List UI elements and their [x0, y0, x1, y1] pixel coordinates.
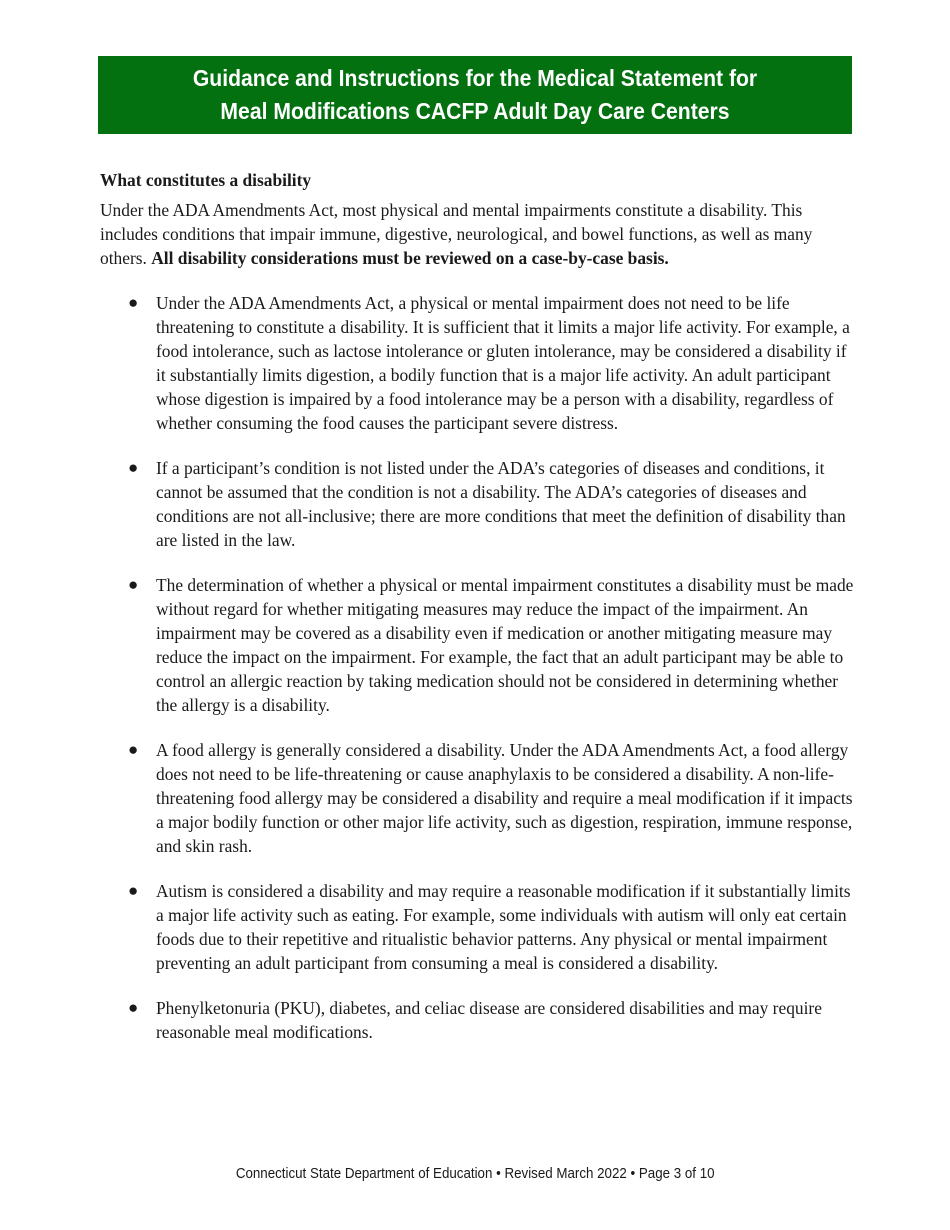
bullet-icon: ●	[128, 998, 139, 1017]
intro-paragraph	[100, 198, 855, 270]
section-heading: What constitutes a disability	[100, 170, 312, 190]
intro-text: Under the ADA Amendments Act, most physical and mental impairments constitute a disability. This includes conditions that impair immune, digestive, neurological, and bowel functions, as well as many others.	[100, 200, 813, 268]
footer-text: Connecticut State Department of Education • Revised March 2022 • Page 3 of 10	[235, 1166, 715, 1182]
list-item-text: A food allergy is generally considered a disability. Under the ADA Amendments Act, a food allergy does not need to be life-threatening or cause anaphylaxis to be considered a disability. A non-life-threatening food allergy may be considered a disability and require a meal modification if it impacts a major bodily function or other major life activity, such as digestion, respiration, immune response, and skin rash.	[156, 740, 853, 856]
list-item-text: If a participant’s condition is not listed under the ADA’s categories of diseases and conditions, it cannot be assumed that the condition is not a disability. The ADA’s categories of diseases and conditions are not all-inclusive; there are more conditions that meet the definition of disability than are listed in the law.	[156, 458, 846, 550]
disability-bullet-list	[100, 291, 855, 1044]
main-content	[100, 168, 855, 1065]
title-line-1: Guidance and Instructions for the Medical Statement for	[192, 65, 758, 91]
list-item-text: The determination of whether a physical or mental impairment constitutes a disability must be made without regard for whether mitigating measures may reduce the impact of the impairment. An impairment may be covered as a disability even if medication or another mitigating measure may reduce the impact on the impairment. For example, the fact that an adult participant may be able to control an allergic reaction by taking medication should not be considered in determining whether the allergy is a disability.	[156, 575, 854, 715]
list-item	[100, 291, 855, 435]
bullet-icon: ●	[128, 458, 139, 477]
bullet-icon: ●	[128, 740, 139, 759]
list-item-text: Phenylketonuria (PKU), diabetes, and celiac disease are considered disabilities and may require reasonable meal modifications.	[156, 998, 822, 1042]
list-item	[100, 738, 855, 858]
list-item	[100, 573, 855, 717]
bullet-icon: ●	[128, 293, 139, 312]
bullet-icon: ●	[128, 575, 139, 594]
bullet-icon: ●	[128, 881, 139, 900]
list-item	[100, 879, 855, 975]
list-item-text: Under the ADA Amendments Act, a physical or mental impairment does not need to be life threatening to constitute a disability. It is sufficient that it limits a major life activity. For example, a food intolerance, such as lactose intolerance or gluten intolerance, may be considered a disability if it substantially limits digestion, a bodily function that is a major life activity. An adult participant whose digestion is impaired by a food intolerance may be a person with a disability, regardless of whether consuming the food causes the participant severe distress.	[156, 293, 850, 433]
list-item-text: Autism is considered a disability and may require a reasonable modification if it substantially limits a major life activity such as eating. For example, some individuals with autism will only eat certain foods due to their repetitive and ritualistic behavior patterns. Any physical or mental impairment preventing an adult participant from consuming a meal is considered a disability.	[156, 881, 851, 973]
document-title-banner	[98, 56, 852, 134]
intro-emphasis: All disability considerations must be reviewed on a case-by-case basis.	[151, 248, 669, 268]
list-item	[100, 456, 855, 552]
list-item	[100, 996, 855, 1044]
title-line-2: Meal Modifications CACFP Adult Day Care Centers	[220, 98, 730, 124]
page-footer	[0, 1166, 950, 1182]
